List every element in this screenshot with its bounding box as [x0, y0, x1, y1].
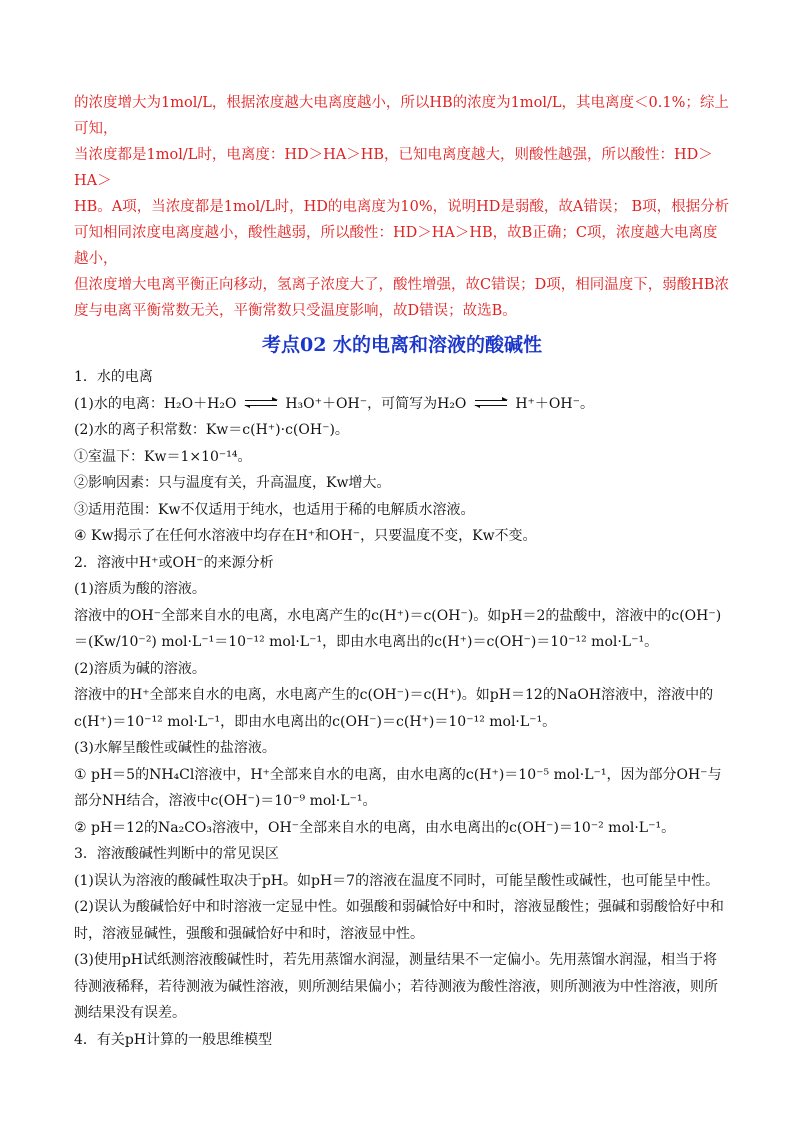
salt-solution-label: (3)水解呈酸性或碱性的盐溶液。 [74, 740, 276, 756]
red-line: 但浓度增大电离平衡正向移动，氢离子浓度大了，酸性增强，故C错误；D项，相同温度下，弱酸HB浓 [74, 277, 730, 293]
red-line: 的浓度增大为1mol/L，根据浓度越大电离度越小，所以HB的浓度为1mol/L，其电离度＜0.1%；综上可知， [74, 95, 729, 137]
equation-part-1: (1)水的电离：H₂O＋H₂O [74, 395, 237, 412]
heading-ion-source: 2．溶液中H⁺或OH⁻的来源分析 [74, 554, 274, 571]
heading-misconceptions: 3．溶液酸碱性判断中的常见误区 [74, 846, 279, 862]
base-solution-label: (2)溶质为碱的溶液。 [74, 660, 206, 677]
ion-product-line: (2)水的离子积常数：Kw＝c(H⁺)·c(OH⁻)。 [74, 422, 349, 438]
red-line: 度与电离平衡常数无关，平衡常数只受温度影响，故D错误；故选B。 [74, 303, 517, 319]
heading-water-ionization: 1．水的电离 [74, 369, 153, 385]
water-ionization-equation [74, 391, 730, 418]
red-line: 当浓度都是1mol/L时，电离度：HD＞HA＞HB，已知电离度越大，则酸性越强，所以酸性：HD＞HA＞ [74, 147, 713, 189]
red-line: 可知相同浓度电离度越小，酸性越弱，所以酸性：HD＞HA＞HB，故B正确；C项，浓度越大电离度越小， [74, 225, 718, 267]
equation-part-3: H⁺＋OH⁻。 [515, 395, 595, 412]
red-explanation [74, 90, 730, 324]
acid-solution-text: 溶液中的OH⁻全部来自水的电离，水电离产生的c(H⁺)＝c(OH⁻)。如pH＝2的盐酸中，溶液中的c(OH⁻)＝(Kw/10⁻²) mol·L⁻¹＝10⁻¹² mol·L⁻¹，即由水电离出的c(H⁺)＝c(OH⁻)＝10⁻¹² mol·L⁻¹。 [74, 607, 722, 650]
nh4cl-text: ① pH＝5的NH₄Cl溶液中，H⁺全部来自水的电离，由水电离的c(H⁺)＝10⁻⁵ mol·L⁻¹，因为部分OH⁻与部分NH结合，溶液中c(OH⁻)＝10⁻⁹ mol·L⁻¹。 [74, 766, 722, 809]
equation-part-2: H₃O⁺＋OH⁻，可简写为H₂O [285, 395, 467, 412]
kw-note-line: ④ Kw揭示了在任何水溶液中均存在H⁺和OH⁻，只要温度不变，Kw不变。 [74, 528, 537, 544]
red-line: HB。A项，当浓度都是1mol/L时，HD的电离度为10%，说明HD是弱酸，故A错误； B项，根据分析 [74, 199, 730, 215]
heading-ph-model: 4．有关pH计算的一般思维模型 [74, 1031, 273, 1048]
factor-line: ②影响因素：只与温度有关，升高温度，Kw增大。 [74, 475, 391, 491]
document-page [74, 90, 730, 1053]
misconception-2: (2)误认为酸碱恰好中和时溶液一定显中性。如强酸和弱碱恰好中和时，溶液显酸性；强碱和弱酸恰好中和时，溶液显碱性，强酸和强碱恰好中和时，溶液显中性。 [74, 899, 724, 942]
acid-solution-label: (1)溶质为酸的溶液。 [74, 581, 206, 597]
scope-line: ③适用范围：Kw不仅适用于纯水，也适用于稀的电解质水溶液。 [74, 501, 475, 518]
section-title: 考点02 水的电离和溶液的酸碱性 [261, 334, 543, 356]
equilibrium-arrow-icon [475, 398, 507, 410]
na2co3-text: ② pH＝12的Na₂CO₃溶液中，OH⁻全部来自水的电离，由水电离出的c(OH⁻)＝10⁻² mol·L⁻¹。 [74, 819, 676, 836]
misconception-1: (1)误认为溶液的酸碱性取决于pH。如pH＝7的溶液在温度不同时，可能呈酸性或碱性，也可能呈中性。 [74, 872, 720, 889]
misconception-3: (3)使用pH试纸测溶液酸碱性时，若先用蒸馏水润湿，测量结果不一定偏小。先用蒸馏水润湿，相当于将待测液稀释，若待测液为碱性溶液，则所测结果偏小；若待测液为酸性溶液，则所测液为中性溶液，则所测结果没有误差。 [74, 952, 718, 1021]
equilibrium-arrow-icon [245, 398, 277, 410]
room-temp-line: ①室温下：Kw＝1×10⁻¹⁴。 [74, 448, 252, 465]
base-solution-text: 溶液中的H⁺全部来自水的电离，水电离产生的c(OH⁻)＝c(H⁺)。如pH＝12的NaOH溶液中，溶液中的c(H⁺)＝10⁻¹² mol·L⁻¹，即由水电离出的c(OH⁻)＝c(H⁺)＝10⁻¹² mol·L⁻¹。 [74, 687, 714, 730]
